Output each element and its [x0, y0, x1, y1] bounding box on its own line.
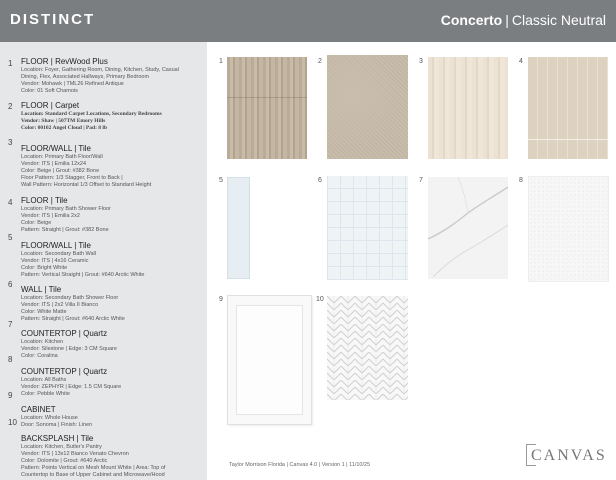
header	[0, 0, 616, 42]
item-detail: Location: All Baths	[21, 377, 67, 383]
item-detail: Color: White Matte	[21, 309, 67, 315]
swatch-number: 10	[316, 296, 324, 303]
document-footer: Taylor Morrison Florida | Canvas 4.0 | Version 1 | 11/10/25	[229, 462, 371, 468]
item-detail: Vendor: ITS | 13x12 Bianco Venato Chevron	[21, 451, 129, 457]
item-title: FLOOR/WALL | Tile	[21, 241, 91, 250]
item-detail: Countertop to Base of Upper Cabinet and Microwave/Hood	[21, 472, 165, 478]
finish-item-wall-tile	[21, 284, 205, 323]
item-title: COUNTERTOP | Quartz	[21, 367, 108, 376]
item-number: 2	[8, 102, 13, 111]
item-detail: Vendor: ZEPHYR | Edge: 1.5 CM Square	[21, 384, 122, 390]
item-detail: Color: Pebble White	[21, 391, 70, 397]
item-detail: Color: Coralina	[21, 353, 58, 359]
item-detail: Floor Pattern: 1/3 Stagger, Front to Back |	[21, 175, 123, 181]
item-detail: Vendor: Shaw | 507TM Emory Hills	[21, 118, 106, 124]
item-detail: Location: Secondary Bath Wall	[21, 251, 97, 257]
item-title: FLOOR/WALL | Tile	[21, 144, 91, 153]
finish-item-cabinet	[21, 404, 205, 429]
item-detail: Color: Bright White	[21, 265, 68, 271]
item-detail: Pattern: Vertical Straight | Grout: #640 Arctic White	[21, 272, 145, 278]
item-detail: Pattern: Points Vertical on Mesh Mount White | Area: Top of	[21, 465, 166, 471]
swatch-chevron-backsplash	[327, 296, 408, 400]
item-title: COUNTERTOP | Quartz	[21, 329, 108, 338]
item-detail: Location: Primary Bath Floor/Wall	[21, 154, 103, 160]
brand-name: DISTINCT	[10, 11, 96, 28]
finish-item-secondary-bath-wall	[21, 240, 205, 279]
canvas-logo	[524, 442, 610, 468]
item-number: 6	[8, 280, 13, 289]
swatch-number: 8	[519, 177, 523, 184]
item-detail: Location: Primary Bath Shower Floor	[21, 206, 111, 212]
item-detail: Location: Whole House	[21, 415, 78, 421]
item-title: FLOOR | RevWood Plus	[21, 57, 108, 66]
item-detail: Color: Beige | Grout: #382 Bone	[21, 168, 100, 174]
swatch-pebble-white-quartz	[528, 176, 609, 282]
swatch-emilia-2x2	[528, 57, 608, 159]
swatch-4x16-ceramic	[227, 177, 250, 279]
finish-item-primary-bath-tile	[21, 143, 205, 189]
swatch-number: 5	[219, 177, 223, 184]
finish-item-shower-floor-tile	[21, 195, 205, 234]
swatch-number: 9	[219, 296, 223, 303]
item-title: WALL | Tile	[21, 285, 62, 294]
item-number: 8	[8, 355, 13, 364]
item-detail: Color: Beige	[21, 220, 52, 226]
chevron-pattern	[327, 296, 408, 400]
finish-item-floor-revwood	[21, 56, 205, 95]
finish-item-backsplash	[21, 433, 205, 479]
finish-item-floor-carpet	[21, 100, 205, 132]
finish-item-kitchen-quartz	[21, 328, 205, 360]
swatch-number: 3	[419, 58, 423, 65]
item-detail: Color: 00102 Angel Cloud | Pad: 8 lb	[21, 125, 108, 131]
finish-item-bath-quartz	[21, 366, 205, 398]
item-title: FLOOR | Tile	[21, 196, 68, 205]
item-number: 4	[8, 198, 13, 207]
item-detail: Pattern: Straight | Grout: #382 Bone	[21, 227, 109, 233]
swatch-number: 2	[318, 58, 322, 65]
item-detail: Vendor: ITS | 4x16 Ceramic	[21, 258, 89, 264]
collection-title	[441, 12, 606, 28]
item-detail: Location: Standard Carpet Locations, Secondary Bedrooms	[21, 111, 162, 117]
item-number: 9	[8, 391, 13, 400]
item-detail: Location: Kitchen, Butler's Pantry	[21, 444, 102, 450]
item-number: 3	[8, 138, 13, 147]
swatch-wood-floor	[227, 57, 307, 159]
item-detail: Dining, Flex, Associated Hallways, Primary Bedroom	[21, 74, 150, 80]
swatch-emilia-12x24	[428, 57, 508, 159]
swatch-carpet	[327, 55, 408, 159]
item-number: 7	[8, 320, 13, 329]
collection-name: Concerto	[440, 12, 503, 28]
item-detail: Vendor: ITS | Emilia 12x24	[21, 161, 87, 167]
swatch-number: 7	[419, 177, 423, 184]
item-detail: Door: Sonoma | Finish: Linen	[21, 422, 93, 428]
swatch-coralina-quartz	[428, 177, 508, 279]
item-detail: Color: 01 Soft Chamois	[21, 88, 78, 94]
item-detail: Pattern: Straight | Grout: #640 Arctic White	[21, 316, 125, 322]
item-detail: Vendor: Mohawk | TML26 Refined Antique	[21, 81, 124, 87]
item-title: CABINET	[21, 405, 56, 414]
logo-text: CANVAS	[531, 447, 607, 464]
item-detail: Color: Dolomite | Grout: #640 Arctic	[21, 458, 108, 464]
item-number: 5	[8, 233, 13, 242]
swatch-number: 4	[519, 58, 523, 65]
item-detail: Location: Foyer, Gathering Room, Dining, Kitchen, Study, Casual	[21, 67, 179, 73]
item-detail: Wall Pattern: Horizontal 1/3 Offset to Standard Height	[21, 182, 152, 188]
item-number: 1	[8, 59, 13, 68]
color-scheme: Classic Neutral	[511, 12, 606, 28]
marble-veining	[428, 177, 508, 279]
item-title: FLOOR | Carpet	[21, 101, 80, 110]
item-detail: Vendor: ITS | 2x2 Villa II Bianco	[21, 302, 99, 308]
swatch-sonoma-cabinet-door	[227, 295, 312, 425]
item-title: BACKSPLASH | Tile	[21, 434, 94, 443]
item-detail: Location: Kitchen	[21, 339, 64, 345]
title-separator: |	[505, 12, 509, 28]
item-detail: Location: Secondary Bath Shower Floor	[21, 295, 119, 301]
item-detail: Vendor: Silestone | Edge: 3 CM Square	[21, 346, 117, 352]
swatch-villa-bianco	[327, 176, 408, 280]
item-detail: Vendor: ITS | Emilia 2x2	[21, 213, 80, 219]
swatch-number: 1	[219, 58, 223, 65]
swatch-number: 6	[318, 177, 322, 184]
item-number: 10	[8, 418, 17, 427]
